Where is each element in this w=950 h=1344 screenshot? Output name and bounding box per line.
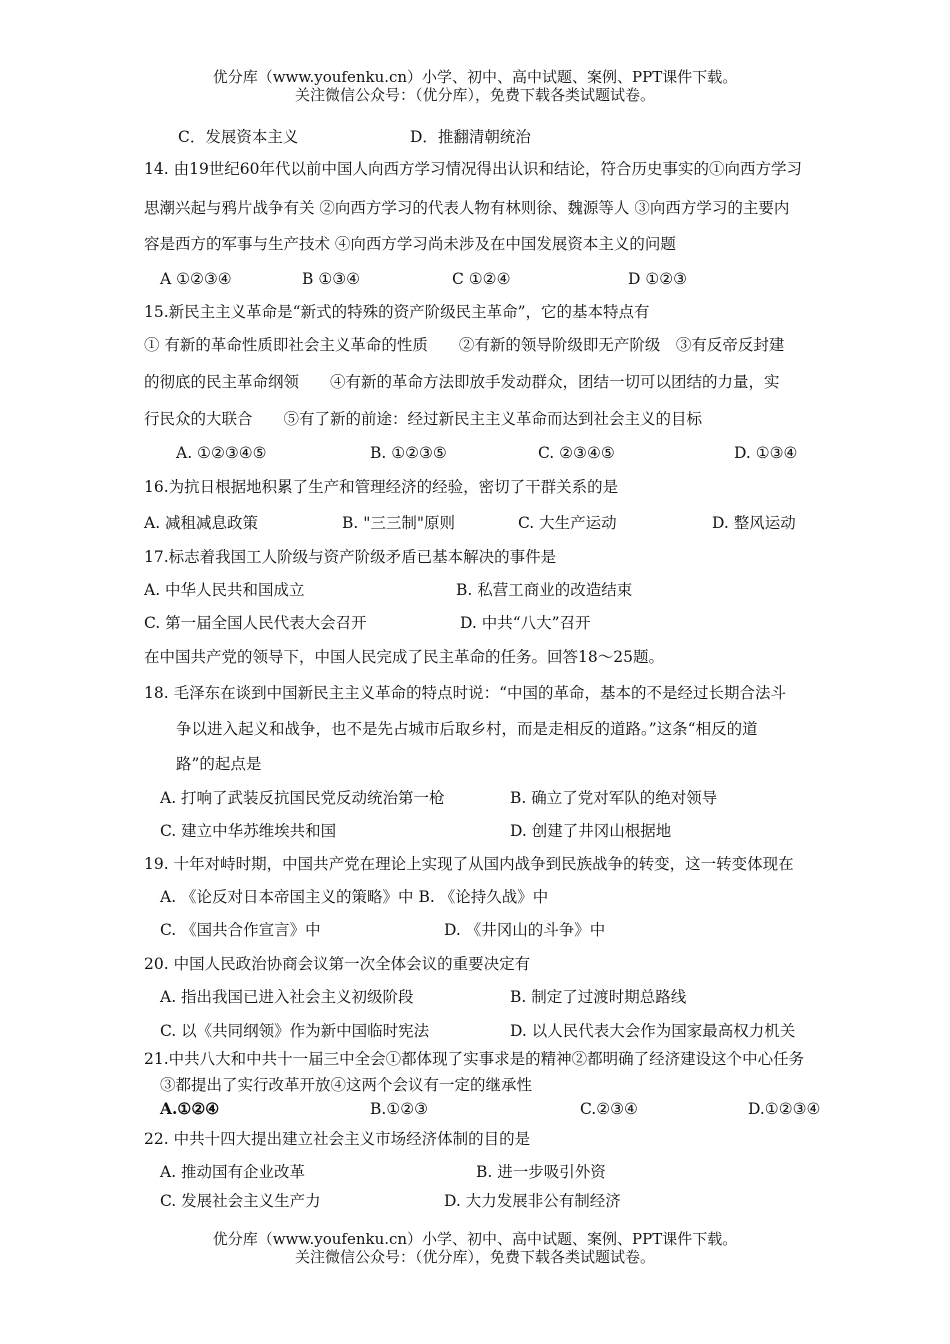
q19-options-row-1: A. 《论反对日本帝国主义的策略》中 B. 《论持久战》中 xyxy=(160,888,549,906)
q16-stem: 16.为抗日根据地积累了生产和管理经济的经验，密切了干群关系的是 xyxy=(144,478,619,496)
q22-option-b: B. 进一步吸引外资 xyxy=(476,1163,606,1181)
q15-line-1: 15.新民主主义革命是“新式的特殊的资产阶级民主革命”，它的基本特点有 xyxy=(144,303,650,321)
q15-option-b: B. ①②③⑤ xyxy=(370,444,447,462)
q14-option-b: B ①③④ xyxy=(302,270,361,288)
q14-option-a: A ①②③④ xyxy=(160,270,232,288)
q14-line-2: 思潮兴起与鸦片战争有关 ②向西方学习的代表人物有林则徐、魏源等人 ③向西方学习的主要内 xyxy=(144,199,790,217)
q16-option-b: B. "三三制"原则 xyxy=(342,514,456,532)
q15-line-2: ① 有新的革命性质即社会主义革命的性质 ②有新的领导阶级即无产阶级 ③有反帝反封建 xyxy=(144,336,785,354)
q20-stem: 20. 中国人民政治协商会议第一次全体会议的重要决定有 xyxy=(144,955,531,973)
q18-option-a: A. 打响了武装反抗国民党反动统治第一枪 xyxy=(160,789,445,807)
q16-option-d: D. 整风运动 xyxy=(712,514,796,532)
q20-option-c: C. 以《共同纲领》作为新中国临时宪法 xyxy=(160,1022,430,1040)
q21-line-1: 21.中共八大和中共十一届三中全会①都体现了实事求是的精神②都明确了经济建设这个中心任务 xyxy=(144,1050,805,1068)
q17-option-c: C. 第一届全国人民代表大会召开 xyxy=(144,614,367,632)
q15-line-3: 的彻底的民主革命纲领 ④有新的革命方法即放手发动群众，团结一切可以团结的力量，实 xyxy=(144,373,780,391)
footer-line-1: 优分库（www.youfenku.cn）小学、初中、高中试题、案例、PPT课件下载。 xyxy=(212,1230,738,1248)
q21-line-2: ③都提出了实行改革开放④这两个会议有一定的继承性 xyxy=(160,1076,533,1094)
q15-option-c: C. ②③④⑤ xyxy=(538,444,615,462)
q17-option-b: B. 私营工商业的改造结束 xyxy=(456,581,633,599)
q16-option-c: C. 大生产运动 xyxy=(518,514,617,532)
q18-line-3: 路”的起点是 xyxy=(176,755,262,773)
page-footer xyxy=(0,1230,950,1266)
q21-option-c: C.②③④ xyxy=(580,1100,638,1118)
q20-option-b: B. 制定了过渡时期总路线 xyxy=(510,988,687,1006)
footer-line-2: 关注微信公众号：（优分库），免费下载各类试题试卷。 xyxy=(294,1248,655,1266)
q22-option-d: D. 大力发展非公有制经济 xyxy=(444,1192,621,1210)
q14-option-c: C ①②④ xyxy=(452,270,511,288)
q19-option-c: C. 《国共合作宣言》中 xyxy=(160,921,321,939)
q13-option-c: C．发展资本主义 xyxy=(178,128,299,146)
header-line-2: 关注微信公众号：（优分库），免费下载各类试题试卷。 xyxy=(294,86,655,104)
q16-option-a: A. 减租减息政策 xyxy=(144,514,259,532)
q18-option-c: C. 建立中华苏维埃共和国 xyxy=(160,822,337,840)
q22-stem: 22. 中共十四大提出建立社会主义市场经济体制的目的是 xyxy=(144,1130,531,1148)
q18-option-d: D. 创建了井冈山根据地 xyxy=(510,822,672,840)
q14-option-d: D ①②③ xyxy=(628,270,688,288)
q19-stem: 19. 十年对峙时期，中国共产党在理论上实现了从国内战争到民族战争的转变，这一转变体现在 xyxy=(144,855,794,873)
q14-line-3: 容是西方的军事与生产技术 ④向西方学习尚未涉及在中国发展资本主义的问题 xyxy=(144,235,676,253)
q15-option-a: A. ①②③④⑤ xyxy=(176,444,267,462)
q21-option-d: D.①②③④ xyxy=(748,1100,821,1118)
q18-option-b: B. 确立了党对军队的绝对领导 xyxy=(510,789,718,807)
q14-line-1: 14. 由19世纪60年代以前中国人向西方学习情况得出认识和结论，符合历史事实的①向西方学习 xyxy=(144,160,803,178)
q17-stem: 17.标志着我国工人阶级与资产阶级矛盾已基本解决的事件是 xyxy=(144,548,557,566)
q15-option-d: D. ①③④ xyxy=(734,444,798,462)
page-header xyxy=(0,68,950,104)
q13-options xyxy=(178,126,531,148)
q21-option-a: A.①②④ xyxy=(160,1099,220,1118)
q15-line-4: 行民众的大联合 ⑤有了新的前途：经过新民主主义革命而达到社会主义的目标 xyxy=(144,410,703,428)
q20-option-d: D. 以人民代表大会作为国家最高权力机关 xyxy=(510,1022,796,1040)
q17-option-a: A. 中华人民共和国成立 xyxy=(144,581,305,599)
q17-option-d: D. 中共“八大”召开 xyxy=(460,614,591,632)
q20-option-a: A. 指出我国已进入社会主义初级阶段 xyxy=(160,988,414,1006)
q13-option-d: D．推翻清朝统治 xyxy=(410,128,531,146)
q21-option-b: B.①②③ xyxy=(370,1100,429,1118)
header-line-1: 优分库（www.youfenku.cn）小学、初中、高中试题、案例、PPT课件下载。 xyxy=(212,68,738,86)
q22-option-a: A. 推动国有企业改革 xyxy=(160,1163,306,1181)
q22-option-c: C. 发展社会主义生产力 xyxy=(160,1192,321,1210)
q19-option-d: D. 《井冈山的斗争》中 xyxy=(444,921,606,939)
section-intro: 在中国共产党的领导下，中国人民完成了民主革命的任务。回答18～25题。 xyxy=(144,648,664,666)
q18-line-1: 18. 毛泽东在谈到中国新民主主义革命的特点时说：“中国的革命，基本的不是经过长期合法斗 xyxy=(144,684,787,702)
q18-line-2: 争以进入起义和战争，也不是先占城市后取乡村，而是走相反的道路。”这条“相反的道 xyxy=(176,720,758,738)
